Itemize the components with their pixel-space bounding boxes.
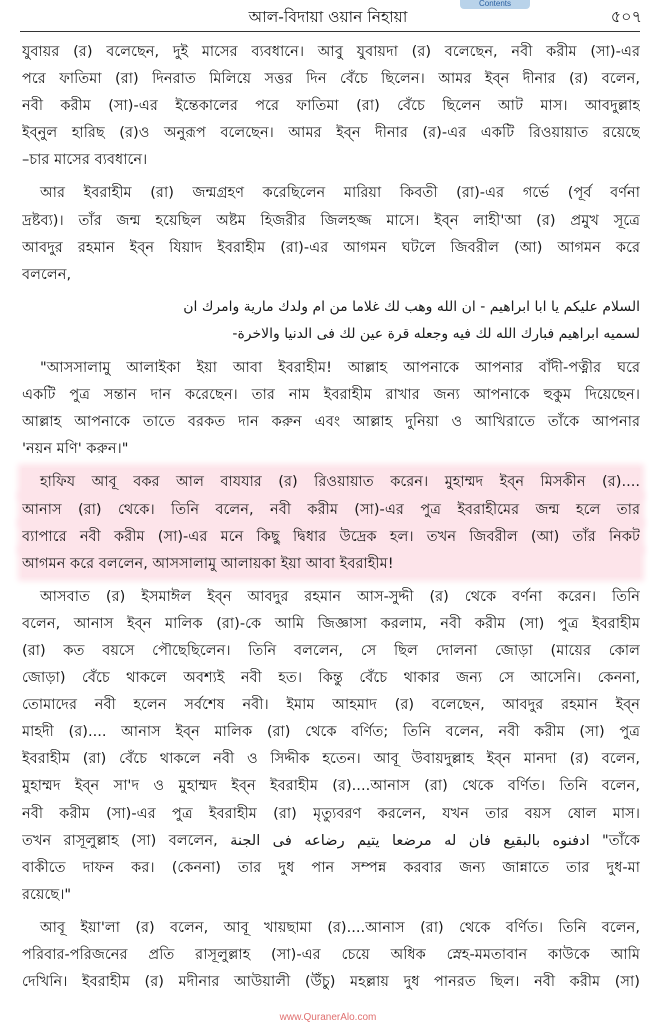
- body-line: মুহাম্মদ ইব্‌ন সা'দ ও মুহাম্মদ ইব্‌ন ইবরাহীম (র)....আনাস (রা) থেকে বর্ণিত। তিনি বলেন,: [22, 777, 640, 795]
- body-line: (রা) কত বয়সে পৌছেছিলেন। তিনি বললেন, সে ছিল দোলনা জোড়া (মায়ের কোল: [22, 641, 640, 659]
- arabic-line: لسميه ابراهيم فبارك الله لك فيه وجعله قرة عين لك فى الدنيا والاخرة-: [232, 325, 640, 342]
- body-line: নবী করীম (সা)-এর পুত্র ইবরাহীম (রা) মৃত্যুবরণ করলেন, যখন তার বয়স ষোল মাস।: [22, 804, 640, 822]
- body-line: দ্রষ্টব্য)। তাঁর জন্ম হয়েছিল অষ্টম হিজরীর জিলহজ্জ মাসে। ইব্‌ন লাহী'আ (র) প্রমুখ সূত্রে: [22, 211, 640, 229]
- body-line: বলেন, আনাস ইব্‌ন মালিক (রা)-কে আমি জিজ্ঞাসা করলাম, নবী করীম (সা) পুত্র ইবরাহীম: [22, 614, 640, 632]
- body-line: ইবরাহীম (রা) বেঁচে থাকলে নবী ও সিদ্দীক হতেন। আবূ উবায়দুল্লাহ ইব্‌ন মানদা (র) বলেন,: [22, 750, 640, 768]
- watermark-url: www.QuranerAlo.com: [279, 1012, 377, 1023]
- body-line: দেখিনি। ইবরাহীম (র) মদীনার আউয়ালী (উঁচু) মহল্লায় দুধ পানরত ছিল। নবী করীম (সা): [22, 973, 640, 991]
- highlighted-line: আনাস (রা) থেকে। তিনি বলেন, নবী করীম (সা)-এর পুত্র ইবরাহীমের জন্ম হলে তার: [22, 496, 640, 523]
- body-line: "আসসালামু আলাইকা ইয়া আবা ইবরাহীম! আল্লাহ আপনাকে আপনার বাঁদী-পত্নীর ঘরে: [40, 359, 640, 377]
- body-line: আল্লাহ আপনাকে তাতে বরকত দান করুন এবং আল্লাহ দুনিয়া ও আখিরাতে তাঁকে আপনার: [22, 413, 640, 431]
- body-line: বললেন,: [22, 265, 72, 283]
- highlighted-line: ব্যাপারে নবী করীম (সা)-এর মনে কিছু দ্বিধার উদ্রেক হল। তখন জিবরীল (আ) তাঁর নিকট: [22, 523, 640, 550]
- header-rule: [20, 31, 640, 32]
- body-line: নবী করীম (সা)-এর ইন্তেকালের পরে ফাতিমা (রা) বেঁচে ছিলেন আট মাস। আবদুল্লাহ: [22, 97, 640, 115]
- body-line: বাকীতে দাফন কর। (কেননা) তার দুধ পান সম্পন্ন করবার জন্য জান্নাতে তার দুধ-মা: [22, 858, 640, 876]
- body-line: তোমাদের নবী হলেন সর্বশেষ নবী। ইমাম আহমাদ (র) বলেছেন, আবদুর রহমান ইব্‌ন: [22, 696, 640, 714]
- body-line: আবদুর রহমান ইব্‌ন যিয়াদ ইবরাহীম (রা)-এর আগমন ঘটলে জিবরীল (আ) আগমন করে: [22, 238, 640, 256]
- body-line: আর ইবরাহীম (রা) জন্মগ্রহণ করেছিলেন মারিয়া কিবতী (রা)-এর গর্ভে (পূর্ব বর্ণনা: [40, 184, 640, 202]
- body-line: পরে ফাতিমা (রা) দিনরাত মিলিয়ে সত্তর দিন বেঁচে ছিলেন। আমর ইব্‌ন দীনার (র) বলেন,: [22, 70, 640, 88]
- contents-tab[interactable]: Contents: [460, 0, 530, 9]
- body-line: তখন রাসূলুল্লাহ (সা) বললেন, ادفنوه بالبقيع فان له مرضعا يتيم رضاعه فى الجنة "তাঁকে: [22, 831, 640, 849]
- arabic-line: السلام عليكم يا ابا ابراهيم - ان الله وهب لك غلاما من ام ولدك مارية وامرك ان: [183, 298, 640, 315]
- page-body: [22, 38, 640, 995]
- running-title: আল-বিদায়া ওয়ান নিহায়া: [248, 8, 408, 26]
- body-line: –চার মাসের ব্যবধানে।: [22, 151, 148, 169]
- body-line: রয়েছে।": [22, 885, 72, 903]
- body-line: মাহদী (র).... আনাস ইব্‌ন মালিক (রা) থেকে বর্ণিত; তিনি বলেন, নবী করীম (সা) পুত্র: [22, 723, 640, 741]
- body-line: 'নয়ন মণি' করুন।": [22, 440, 129, 458]
- body-line: ইব্‌নুল হারিছ (র)ও অনুরূপ বলেছেন। আমর ইব্‌ন দীনার (র)-এর একটি রিওয়ায়াত রয়েছে: [22, 124, 640, 142]
- body-line: আবূ ইয়া'লা (র) বলেন, আবূ খায়ছামা (র)....আনাস (রা) থেকে বর্ণিত। তিনি বলেন,: [40, 918, 640, 936]
- body-line: যুবায়র (র) বলেছেন, দুই মাসের ব্যবধানে। আবু যুবায়দা (র) বলেছেন, নবী করীম (সা)-এর: [22, 43, 640, 60]
- highlighted-line: আগমন করে বললেন, আসসালামু আলায়কা ইয়া আবা ইবরাহীম!: [22, 550, 640, 577]
- page-number: ৫০৭: [610, 7, 642, 26]
- body-line: আসবাত (র) ইসমাঈল ইব্‌ন আবদুর রহমান আস-সুদ্দী (র) থেকে বর্ণনা করেন। তিনি: [40, 587, 640, 605]
- body-line: জোড়া) বেঁচে থাকলে অবশ্যই নবী হত। কিন্তু বেঁচে থাকার জন্য সে আসেনি। কেননা,: [22, 669, 640, 687]
- body-line: একটি পুত্র সন্তান দান করেছেন। তার নাম ইবরাহীম রাখার জন্য আপনাকে হুকুম দিয়েছেন।: [22, 386, 640, 404]
- body-line: পরিবার-পরিজনের প্রতি রাসূলুল্লাহ (সা)-এর চেয়ে অধিক স্নেহ-মমতাবান কাউকে আমি: [22, 946, 640, 963]
- highlighted-line: হাফিয আবূ বকর আল বাযযার (র) রিওয়ায়াত করেন। মুহাম্মদ ইব্‌ন মিসকীন (র)....: [22, 468, 640, 495]
